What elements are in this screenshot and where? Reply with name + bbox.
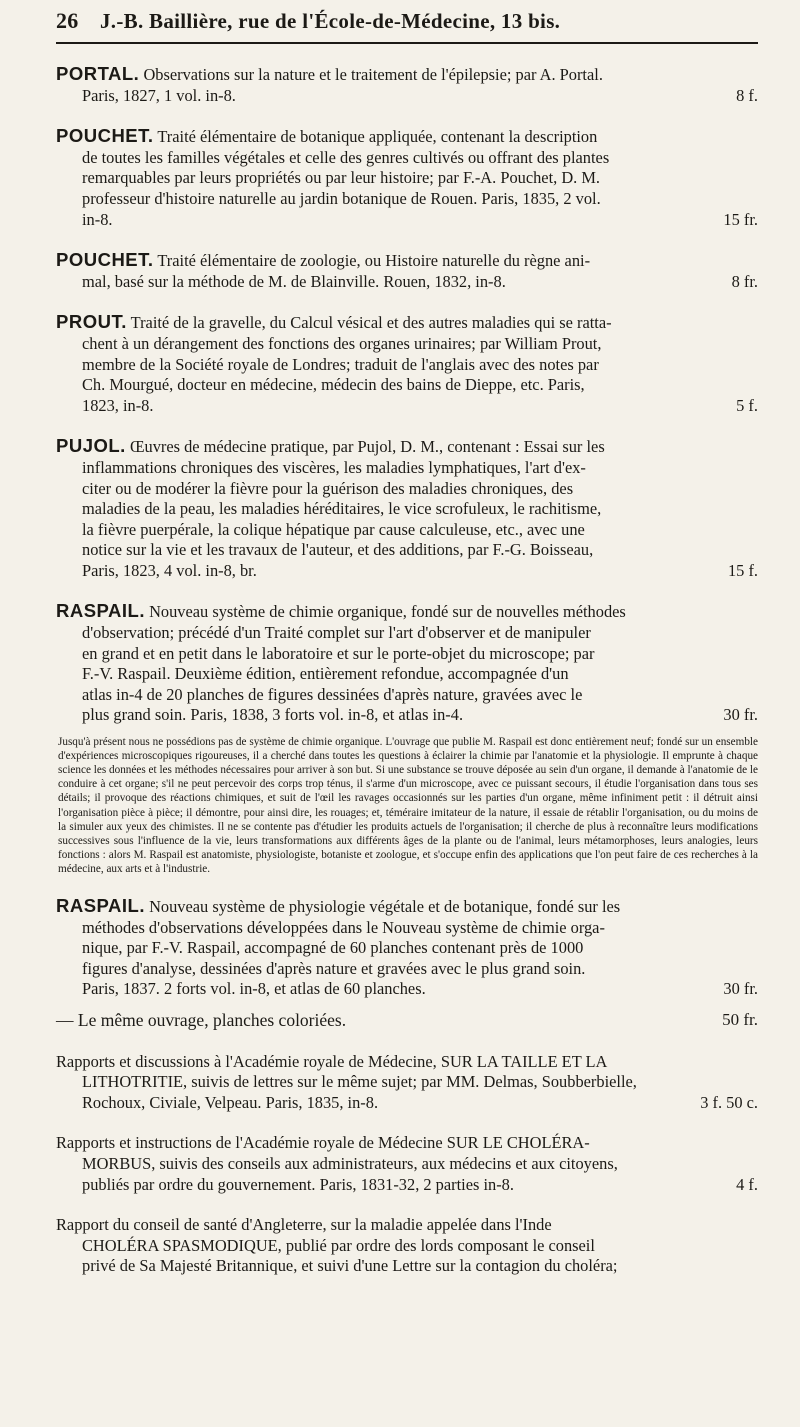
catalogue-entries [56, 64, 758, 1277]
catalogue-entry [56, 312, 758, 416]
entry-author: RASPAIL. [56, 894, 145, 916]
entry-text: Traité de la gravelle, du Calcul vésical et des autres maladies qui se ratta- [130, 313, 612, 333]
entry-line [56, 210, 758, 231]
entry-text: Paris, 1837. 2 forts vol. in-8, et atlas de 60 planches. [82, 979, 426, 999]
entry-line [56, 918, 758, 939]
entry-text: chent à un dérangement des fonctions des organes urinaires; par William Prout, [82, 333, 602, 353]
entry-line [56, 64, 758, 86]
entry-author: PORTAL. [56, 63, 140, 84]
entry-text: privé de Sa Majesté Britannique, et suivi d'une Lettre sur la contagion du choléra; [82, 1256, 618, 1276]
catalogue-entry [56, 1133, 758, 1195]
variant-text: — Le même ouvrage, planches coloriées. [56, 1009, 347, 1030]
entry-text: méthodes d'observations développées dans le Nouveau système de chimie orga- [82, 917, 605, 937]
entry-line [56, 561, 758, 582]
entry-text: CHOLÉRA SPASMODIQUE, publié par ordre des lords composant le conseil [82, 1235, 595, 1255]
entry-price: 5 f. [736, 395, 758, 415]
entry-text: de toutes les familles végétales et celle des genres cultivés ou offrant des plantes [82, 147, 610, 167]
entry-text: Rochoux, Civiale, Velpeau. Paris, 1835, in-8. [82, 1092, 379, 1112]
entry-line [56, 1133, 758, 1154]
variant-price: 50 fr. [722, 1009, 758, 1029]
running-header [56, 8, 758, 34]
entry-text: citer ou de modérer la fièvre pour la guérison des maladies chroniques, des [82, 478, 574, 498]
entry-text: atlas in-4 de 20 planches de figures dessinées d'après nature, gravées avec le [82, 684, 583, 704]
entry-text: mal, basé sur la méthode de M. de Blainville. Rouen, 1832, in-8. [82, 271, 506, 291]
entry-line [56, 979, 758, 1000]
entry-line [56, 623, 758, 644]
entry-price: 3 f. 50 c. [700, 1092, 758, 1112]
entry-price: 4 f. [736, 1174, 758, 1194]
entry-line [56, 126, 758, 148]
entry-text: Nouveau système de physiologie végétale et de botanique, fondé sur les [149, 896, 621, 916]
entry-author: PUJOL. [56, 435, 126, 457]
entry-line [56, 1236, 758, 1257]
entry-line [56, 938, 758, 959]
entry-text: maladies de la peau, les maladies héréditaires, le vice scrofuleux, le rachitisme, [82, 499, 602, 519]
entry-line [56, 959, 758, 980]
entry-text: figures d'analyse, dessinées d'après nature et gravées avec le plus grand soin. [82, 958, 586, 978]
entry-text: membre de la Société royale de Londres; traduit de l'anglais avec des notes par [82, 354, 599, 374]
entry-line [56, 540, 758, 561]
entry-note: Jusqu'à présent nous ne possédions pas de système de chimie organique. L'ouvrage que publie M. Raspail est donc entièrement neuf; fondé sur un ensemble d'expériences microscopiques rigoureuses, il a cherché dans toutes les questions à éclairer la chimie par l'anatomie et la physiologie. Il emprunte à chaque science les données et les méthodes nécessaires pour arriver à son but. Si une substance se trouve déposée au sein d'un organe, il demande à l'anatomie de le conduire à cet organe; s'il ne peut percevoir des corps trop ténus, il s'arme d'un microscope, avec ce puissant secours, il étudie l'organisation dans tous ses détails; il provoque des réactions chimiques, et suit de l'œil les ravages occasionnés sur les parties d'un organe, même infiniment petit : il détruit ainsi l'organisation pièce à pièce; il démontre, pour ainsi dire, les rouages; et, téméraire imitateur de la nature, il essaie de rétablir l'organisation, ou du moins de la simuler aux yeux des chimistes. Il ne se contente pas d'étudier les produits actuels de l'organisation; il cherche de plus à reconnaître leurs modifications successives sous l'influence de la vie, leurs transformations aux différents âges de la plante ou de l'animal, leurs métamorphoses, leurs analogies, leurs fonctions : alors M. Raspail est anatomiste, physiologiste, botaniste et zoologue, et s'occupe enfin des applications que l'on peut faire de ces recherches à la médecine, aux arts et à l'industrie. [58, 736, 758, 875]
entry-author: RASPAIL. [56, 600, 145, 622]
entry-line [56, 479, 758, 500]
entry-line [56, 355, 758, 376]
catalogue-entry [56, 601, 758, 876]
entry-line [56, 896, 758, 918]
entry-author: POUCHET. [56, 249, 154, 271]
entry-price: 15 f. [727, 560, 758, 580]
entry-line [56, 168, 758, 189]
entry-line [56, 1256, 758, 1277]
entry-text: Paris, 1827, 1 vol. in-8. [82, 85, 236, 105]
entry-text: Traité élémentaire de botanique appliquée, contenant la description [157, 127, 598, 147]
entry-text: d'observation; précédé d'un Traité complet sur l'art d'observer et de manipuler [82, 623, 591, 643]
entry-price: 8 fr. [731, 271, 758, 291]
catalogue-entry [56, 436, 758, 581]
entry-text: MORBUS, suivis des conseils aux administrateurs, aux médecins et aux citoyens, [82, 1153, 618, 1173]
entry-text: Rapport du conseil de santé d'Angleterre, sur la maladie appelée dans l'Inde [56, 1215, 552, 1235]
entry-line [56, 148, 758, 169]
entry-text: Ch. Mourgué, docteur en médecine, médecin des bains de Dieppe, etc. Paris, [82, 375, 585, 395]
entry-line [56, 334, 758, 355]
catalogue-entry [56, 1215, 758, 1277]
entry-line [56, 1052, 758, 1073]
entry-text: in-8. [82, 209, 113, 229]
entry-text: LITHOTRITIE, suivis de lettres sur le même sujet; par MM. Delmas, Soubberbielle, [82, 1072, 637, 1092]
entry-price: 30 fr. [723, 705, 758, 725]
entry-line [56, 499, 758, 520]
entry-line [56, 601, 758, 623]
entry-text: professeur d'histoire naturelle au jardin botanique de Rouen. Paris, 1835, 2 vol. [82, 188, 601, 208]
entry-text: publiés par ordre du gouvernement. Paris, 1831-32, 2 parties in-8. [82, 1174, 514, 1194]
entry-line [56, 664, 758, 685]
entry-text: inflammations chroniques des viscères, les maladies lymphatiques, l'art d'ex- [82, 457, 586, 477]
page-number: 26 [56, 8, 79, 33]
catalogue-entry [56, 64, 758, 106]
entry-text: remarquables par leurs propriétés ou par leur histoire; par F.-A. Pouchet, D. M. [82, 168, 601, 188]
entry-line [56, 86, 758, 107]
entry-line [56, 1215, 758, 1236]
catalogue-entry [56, 896, 758, 1032]
entry-price: 8 f. [736, 85, 758, 105]
entry-text: nique, par F.-V. Raspail, accompagné de 60 planches contenant près de 1000 [82, 938, 584, 958]
entry-text: la fièvre puerpérale, la colique hépatique par cause calculeuse, etc., avec une [82, 519, 585, 539]
entry-text: Rapports et instructions de l'Académie royale de Médecine SUR LE CHOLÉRA- [56, 1133, 590, 1153]
entry-text: Œuvres de médecine pratique, par Pujol, D. M., contenant : Essai sur les [129, 437, 605, 457]
entry-price: 30 fr. [723, 979, 758, 999]
entry-line [56, 312, 758, 334]
catalogue-entry [56, 126, 758, 230]
entry-variant-line [56, 1010, 758, 1032]
entry-line [56, 436, 758, 458]
entry-text: Rapports et discussions à l'Académie royale de Médecine, SUR LA TAILLE ET LA [56, 1051, 608, 1071]
entry-text: Nouveau système de chimie organique, fondé sur de nouvelles méthodes [149, 602, 626, 622]
entry-text: F.-V. Raspail. Deuxième édition, entièrement refondue, accompagnée d'un [82, 664, 569, 684]
running-title: J.-B. Baillière, rue de l'École-de-Médecine, 13 bis. [100, 9, 561, 33]
entry-line [56, 1154, 758, 1175]
entry-author: POUCHET. [56, 125, 154, 147]
entry-line [56, 250, 758, 272]
entry-author: PROUT. [56, 311, 127, 333]
entry-text: Paris, 1823, 4 vol. in-8, br. [82, 560, 257, 580]
entry-text: Observations sur la nature et le traitement de l'épilepsie; par A. Portal. [143, 65, 603, 84]
entry-line [56, 1093, 758, 1114]
entry-text: Traité élémentaire de zoologie, ou Histoire naturelle du règne ani- [157, 251, 591, 271]
entry-line [56, 1072, 758, 1093]
entry-text: en grand et en petit dans le laboratoire et sur le porte-objet du microscope; par [82, 643, 595, 663]
entry-text: 1823, in-8. [82, 395, 154, 415]
catalogue-entry [56, 250, 758, 292]
entry-line [56, 1175, 758, 1196]
catalogue-entry [56, 1052, 758, 1114]
entry-line [56, 396, 758, 417]
entry-line [56, 644, 758, 665]
entry-line [56, 272, 758, 293]
entry-line [56, 705, 758, 726]
entry-line [56, 685, 758, 706]
entry-line [56, 375, 758, 396]
entry-line [56, 520, 758, 541]
entry-price: 15 fr. [723, 209, 758, 229]
entry-text: notice sur la vie et les travaux de l'auteur, et des additions, par F.-G. Boisseau, [82, 540, 594, 560]
entry-text: plus grand soin. Paris, 1838, 3 forts vol. in-8, et atlas in-4. [82, 705, 464, 725]
entry-line [56, 458, 758, 479]
header-rule [56, 42, 758, 44]
entry-line [56, 189, 758, 210]
